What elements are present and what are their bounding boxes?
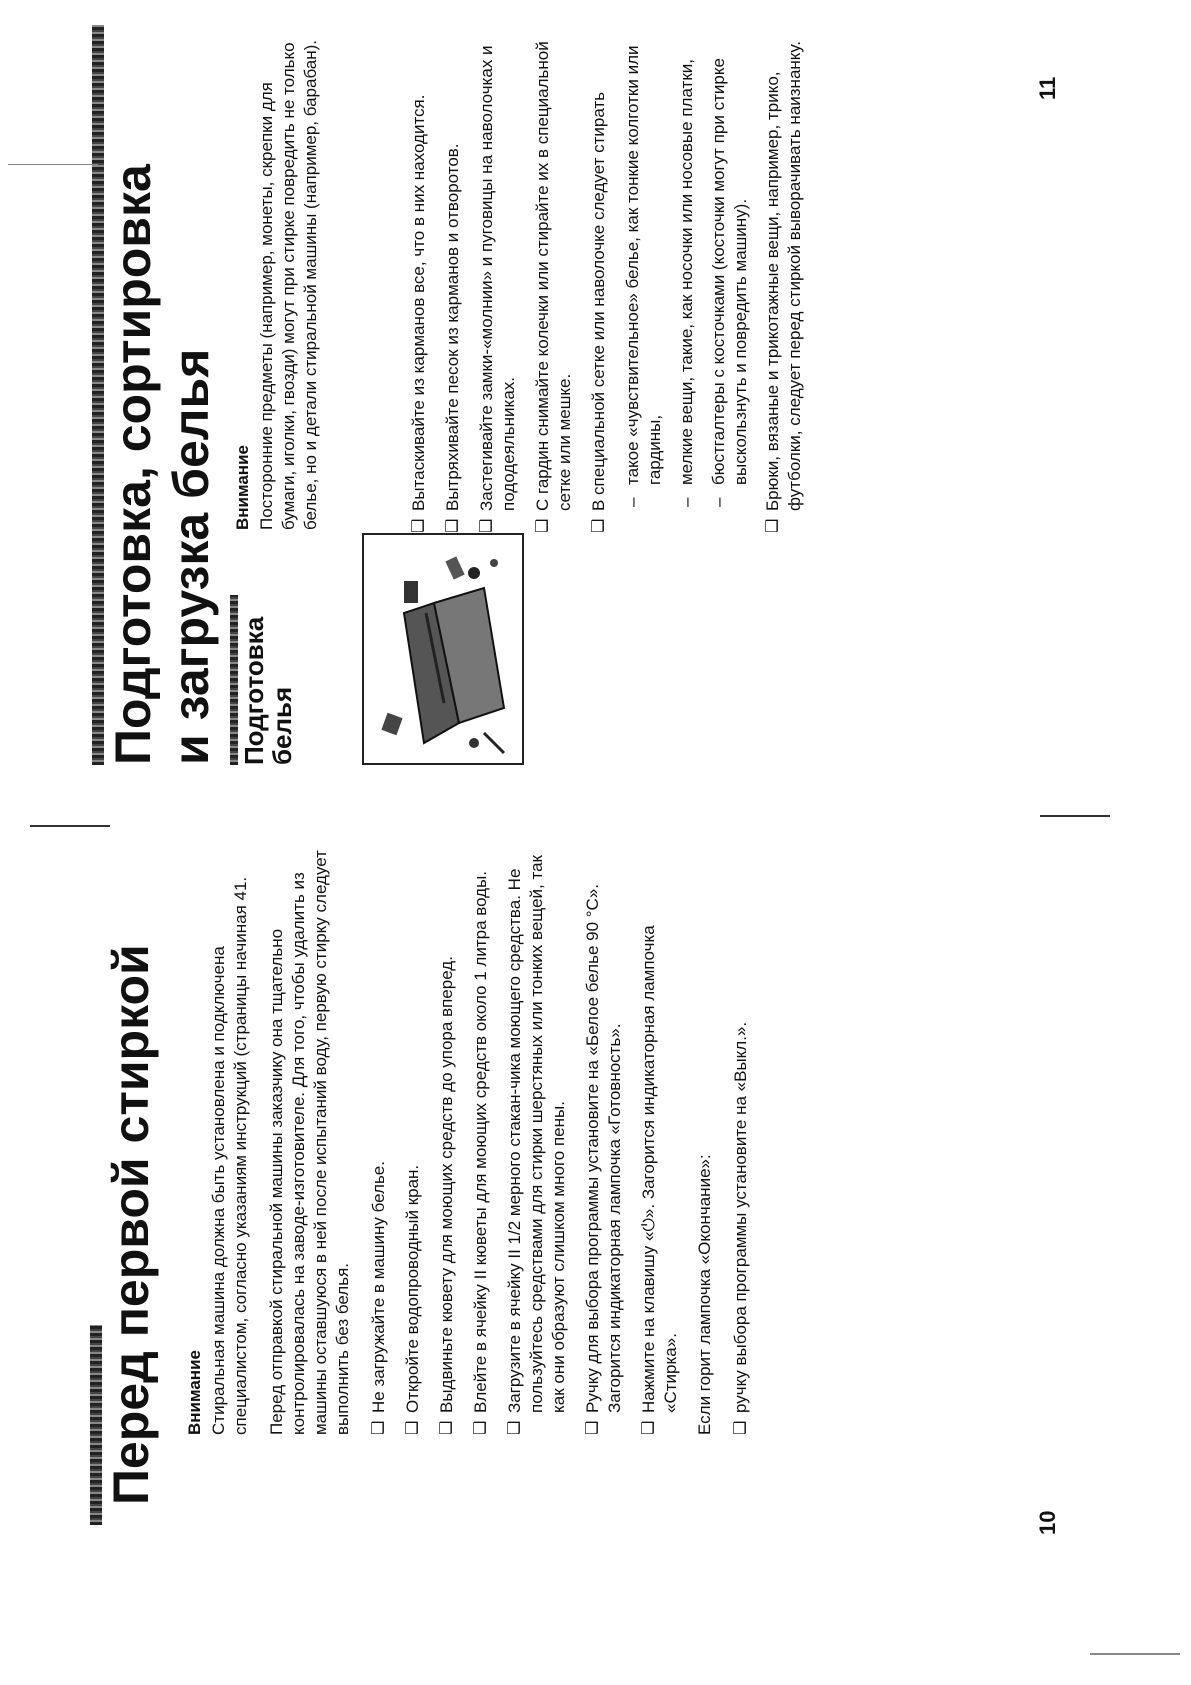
- left-list-item: ❑ Ручку для выбора программы установите на «Белое белье 90 °С». Загорится индикаторная лампочка «Готовность».: [583, 883, 624, 1435]
- checkbox-icon: ❑: [584, 1420, 601, 1435]
- checkbox-icon: ❑: [640, 1420, 657, 1435]
- right-attention-label: Внимание: [233, 445, 252, 530]
- left-list-item: ❑ Загрузите в ячейку II 1/2 мерного стакан-чика моющего средства. Не пользуйтесь средствами для стирки шерстяных или тонких вещей, так как они образуют слишком много пены.: [505, 855, 568, 1435]
- left-page-number: 10: [1035, 1510, 1060, 1535]
- left-list-item: ❑ Нажмите на клавишу «⏻». Загорится индикаторная лампочка «Стирка».: [639, 925, 680, 1435]
- checkbox-icon: ❑: [472, 1420, 489, 1435]
- dash-icon: –: [677, 497, 696, 507]
- scan-speck: [8, 164, 98, 165]
- right-title-line2: и загрузка белья: [163, 348, 219, 765]
- right-page-number: 11: [1035, 76, 1060, 100]
- right-title-line1: Подготовка, сортировка: [105, 164, 161, 765]
- checkbox-icon: ❑: [370, 1420, 387, 1435]
- left-final-item: ❑ ручку выбора программы установите на «Выкл.».: [731, 1021, 750, 1435]
- left-page-body: [184, 845, 764, 1435]
- left-attention-text: Стиральная машина должна быть установлена и подключена специалистом, согласно указаниям инструкций (страницы начиная 41.: [209, 876, 250, 1435]
- checkbox-icon: ❑: [764, 518, 781, 533]
- right-list-item: ❑ В специальной сетке или наволочке следует стирать: [589, 91, 608, 533]
- left-list-item: ❑ Выдвиньте кювету для моющих средств до упора вперед.: [437, 956, 456, 1435]
- left-list-item: ❑ Не загружайте в машину белье.: [369, 1161, 388, 1435]
- right-sub-item: – бюстгалтеры с косточками (косточки могут при стирке выскользнуть и повредить машину).: [709, 58, 750, 507]
- right-list-item: ❑ Брюки, вязаные и трикотажные вещи, например, трико, футболки, следует перед стиркой выворачивать наизнанку.: [763, 41, 804, 533]
- left-page-title: Перед первой стиркой: [103, 944, 159, 1505]
- dash-icon: –: [623, 497, 642, 507]
- left-header-rule: [90, 1325, 102, 1525]
- checkbox-icon: ❑: [506, 1420, 523, 1435]
- checkbox-icon: ❑: [590, 518, 607, 533]
- page-divider-bottom: [1040, 815, 1110, 817]
- dash-icon: –: [709, 497, 728, 507]
- right-list-item: ❑ Застегивайте замки-«молнии» и пуговицы на наволочках и пододеяльниках.: [477, 45, 518, 533]
- right-list-item: ❑ Вытаскивайте из карманов все, что в них находится.: [409, 94, 428, 533]
- left-list-item: ❑ Влейте в ячейку II кюветы для моющих средств около 1 литра воды.: [471, 870, 490, 1435]
- right-attention-text: Посторонние предметы (например, монеты, скрепки для бумаги, иголки, гвозди) могут при стирке повредить не только белье, но и детали стиральной машины (например, барабан).: [257, 39, 320, 530]
- page-divider-top: [30, 825, 110, 827]
- checkbox-icon: ❑: [732, 1420, 749, 1435]
- right-header-rule: [92, 25, 104, 765]
- left-after-label: Если горит лампочка «Окончание»:: [695, 1154, 714, 1435]
- checkbox-icon: ❑: [534, 518, 551, 533]
- right-sub-item: – такое «чувствительное» белье, как тонкие колготки или гардины,: [623, 45, 664, 507]
- right-page-list: [408, 30, 818, 765]
- checkbox-icon: ❑: [438, 1420, 455, 1435]
- checkbox-icon: ❑: [404, 1420, 421, 1435]
- checkbox-icon: ❑: [410, 518, 427, 533]
- left-attention-label: Внимание: [185, 1350, 204, 1435]
- right-section-rule: [230, 595, 238, 765]
- right-sub-item: – мелкие вещи, такие, как носочки или носовые платки,: [677, 59, 696, 507]
- right-list-item: ❑ Вытряхивайте песок из карманов и отворотов.: [443, 143, 462, 533]
- left-list-item: ❑ Откройте водопроводный кран.: [403, 1164, 422, 1435]
- scan-speck: [1090, 1653, 1180, 1655]
- right-page-title: [104, 25, 220, 765]
- right-list-item: ❑ С гардин снимайте колечки или стирайте их в специальной сетке или мешке.: [533, 41, 574, 533]
- left-intro-text: Перед отправкой стиральной машины заказчику она тщательно контролировалась на заводе-изготовителе. Для того, чтобы удалить из машины оставшуюся в ней после испытаний воду, первую стирку следует выполнить без белья.: [267, 850, 352, 1435]
- right-section-title: Подготовка белья: [239, 616, 297, 765]
- checkbox-icon: ❑: [444, 518, 461, 533]
- right-page-body: [232, 30, 336, 530]
- checkbox-icon: ❑: [478, 518, 495, 533]
